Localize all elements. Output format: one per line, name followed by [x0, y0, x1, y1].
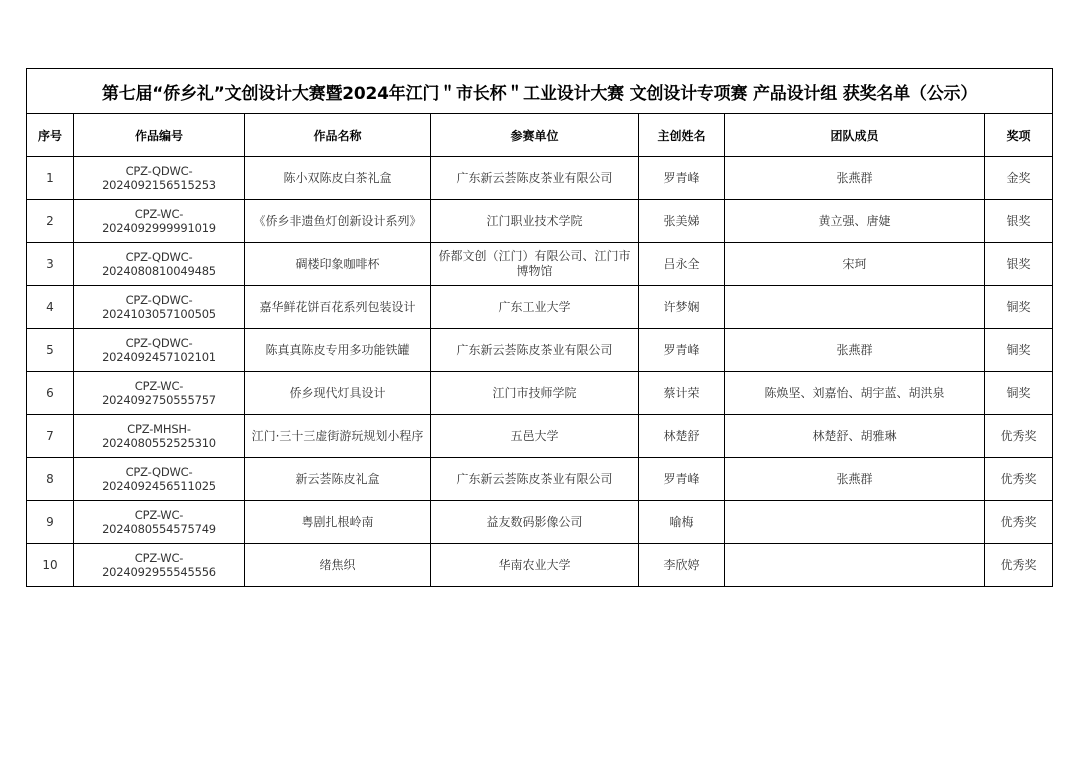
code-prefix: CPZ-QDWC-: [125, 164, 193, 178]
cell-code: [74, 372, 245, 415]
cell-no: 10: [27, 544, 74, 587]
cell-no: 4: [27, 286, 74, 329]
header-team: 团队成员: [725, 114, 985, 157]
code-number: 2024092457102101: [102, 350, 216, 364]
cell-team: 张燕群: [725, 329, 985, 372]
cell-creator: 张美娣: [639, 200, 725, 243]
cell-code: [74, 286, 245, 329]
cell-award: 优秀奖: [985, 544, 1053, 587]
cell-creator: 吕永全: [639, 243, 725, 286]
cell-work-name: 江门·三十三虚街游玩规划小程序: [245, 415, 431, 458]
cell-code: [74, 200, 245, 243]
cell-work-name: 陈真真陈皮专用多功能铁罐: [245, 329, 431, 372]
cell-unit: 广东新云荟陈皮茶业有限公司: [431, 157, 639, 200]
cell-no: 6: [27, 372, 74, 415]
cell-no: 1: [27, 157, 74, 200]
cell-unit: 五邑大学: [431, 415, 639, 458]
cell-work-name: 粤剧扎根岭南: [245, 501, 431, 544]
cell-award: 优秀奖: [985, 501, 1053, 544]
cell-unit: 侨都文创（江门）有限公司、江门市博物馆: [431, 243, 639, 286]
cell-no: 8: [27, 458, 74, 501]
cell-team: 陈焕坚、刘嘉怡、胡宇蓝、胡洪泉: [725, 372, 985, 415]
cell-team: 宋珂: [725, 243, 985, 286]
cell-creator: 罗青峰: [639, 157, 725, 200]
cell-code: [74, 458, 245, 501]
cell-creator: 罗青峰: [639, 329, 725, 372]
cell-creator: 林楚舒: [639, 415, 725, 458]
header-work-name: 作品名称: [245, 114, 431, 157]
cell-no: 9: [27, 501, 74, 544]
cell-unit: 江门职业技术学院: [431, 200, 639, 243]
cell-creator: 罗青峰: [639, 458, 725, 501]
cell-code: [74, 415, 245, 458]
table-row: [27, 501, 1053, 544]
code-number: 2024092456511025: [102, 479, 216, 493]
cell-award: 铜奖: [985, 372, 1053, 415]
cell-work-name: 陈小双陈皮白茶礼盒: [245, 157, 431, 200]
cell-no: 3: [27, 243, 74, 286]
code-prefix: CPZ-QDWC-: [125, 293, 193, 307]
cell-award: 铜奖: [985, 286, 1053, 329]
cell-team: [725, 501, 985, 544]
code-prefix: CPZ-WC-: [134, 379, 184, 393]
header-no: 序号: [27, 114, 74, 157]
cell-work-name: 《侨乡非遗鱼灯创新设计系列》: [245, 200, 431, 243]
code-number: 2024103057100505: [102, 307, 216, 321]
header-creator: 主创姓名: [639, 114, 725, 157]
cell-award: 银奖: [985, 200, 1053, 243]
code-prefix: CPZ-WC-: [134, 207, 184, 221]
cell-no: 7: [27, 415, 74, 458]
cell-team: 张燕群: [725, 458, 985, 501]
cell-work-name: 嘉华鲜花饼百花系列包装设计: [245, 286, 431, 329]
cell-code: [74, 243, 245, 286]
table-row: [27, 544, 1053, 587]
cell-creator: 喻梅: [639, 501, 725, 544]
table-row: [27, 415, 1053, 458]
code-number: 2024080810049485: [102, 264, 216, 278]
table-title: 第七届“侨乡礼”文创设计大赛暨2024年江门＂市长杯＂工业设计大赛 文创设计专项赛 产品设计组 获奖名单（公示）: [27, 69, 1053, 114]
cell-award: 优秀奖: [985, 458, 1053, 501]
header-code: 作品编号: [74, 114, 245, 157]
award-table: [26, 68, 1053, 587]
cell-award: 金奖: [985, 157, 1053, 200]
cell-work-name: 侨乡现代灯具设计: [245, 372, 431, 415]
cell-award: 优秀奖: [985, 415, 1053, 458]
code-prefix: CPZ-QDWC-: [125, 465, 193, 479]
table-row: [27, 286, 1053, 329]
code-prefix: CPZ-QDWC-: [125, 336, 193, 350]
cell-unit: 广东新云荟陈皮茶业有限公司: [431, 458, 639, 501]
cell-team: [725, 544, 985, 587]
cell-team: 张燕群: [725, 157, 985, 200]
cell-team: 黄立强、唐婕: [725, 200, 985, 243]
header-unit: 参赛单位: [431, 114, 639, 157]
code-number: 2024080552525310: [102, 436, 216, 450]
cell-no: 2: [27, 200, 74, 243]
table-row: [27, 200, 1053, 243]
cell-unit: 广东新云荟陈皮茶业有限公司: [431, 329, 639, 372]
cell-unit: 江门市技师学院: [431, 372, 639, 415]
code-number: 2024092999991019: [102, 221, 216, 235]
cell-unit: 广东工业大学: [431, 286, 639, 329]
table-row: [27, 372, 1053, 415]
header-award: 奖项: [985, 114, 1053, 157]
code-number: 2024080554575749: [102, 522, 216, 536]
code-number: 2024092750555757: [102, 393, 216, 407]
cell-unit: 益友数码影像公司: [431, 501, 639, 544]
title-row: [27, 69, 1053, 114]
cell-code: [74, 329, 245, 372]
cell-work-name: 新云荟陈皮礼盒: [245, 458, 431, 501]
code-number: 2024092955545556: [102, 565, 216, 579]
cell-creator: 许梦娴: [639, 286, 725, 329]
cell-unit: 华南农业大学: [431, 544, 639, 587]
cell-creator: 李欣婷: [639, 544, 725, 587]
code-prefix: CPZ-WC-: [134, 551, 184, 565]
table-row: [27, 458, 1053, 501]
code-number: 2024092156515253: [102, 178, 216, 192]
cell-award: 铜奖: [985, 329, 1053, 372]
table-row: [27, 329, 1053, 372]
cell-award: 银奖: [985, 243, 1053, 286]
cell-work-name: 碉楼印象咖啡杯: [245, 243, 431, 286]
cell-team: [725, 286, 985, 329]
cell-no: 5: [27, 329, 74, 372]
award-list-sheet: [26, 68, 1052, 587]
code-prefix: CPZ-WC-: [134, 508, 184, 522]
code-prefix: CPZ-QDWC-: [125, 250, 193, 264]
table-row: [27, 243, 1053, 286]
cell-code: [74, 157, 245, 200]
table-row: [27, 157, 1053, 200]
cell-code: [74, 544, 245, 587]
code-prefix: CPZ-MHSH-: [127, 422, 191, 436]
header-row: [27, 114, 1053, 157]
cell-team: 林楚舒、胡雅琳: [725, 415, 985, 458]
cell-code: [74, 501, 245, 544]
cell-work-name: 绪焦织: [245, 544, 431, 587]
cell-creator: 蔡计荣: [639, 372, 725, 415]
